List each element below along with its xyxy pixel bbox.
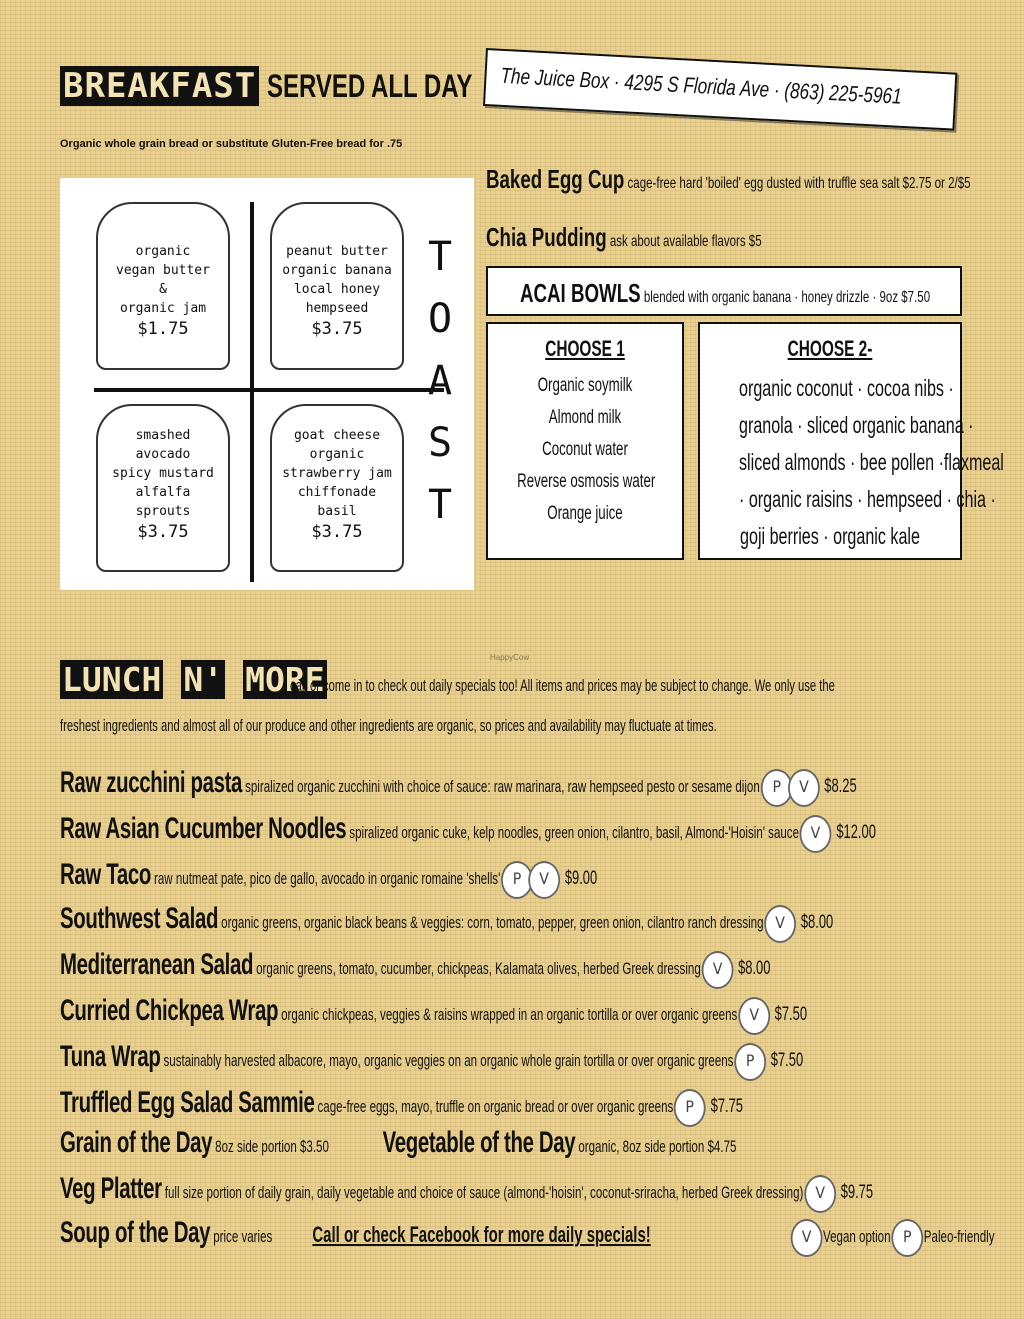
menu-item-name: Southwest Salad [60, 902, 219, 935]
list-item: granola · sliced organic banana · [739, 412, 974, 438]
toast-line: sprouts [135, 504, 191, 519]
toast-card-3 [96, 404, 230, 572]
toast-card-1 [96, 202, 230, 370]
toast-price: $3.75 [311, 319, 363, 339]
menu-row [60, 858, 597, 899]
menu-row [60, 948, 770, 989]
menu-row-sides [60, 1126, 736, 1160]
breakfast-title-boxed: BREAKFAST [60, 66, 259, 106]
item-name: Baked Egg Cup [486, 164, 625, 194]
chia-item [486, 222, 762, 253]
legend-label: Paleo-friendly [923, 1227, 995, 1246]
list-item: · organic raisins · hempseed · chia · [739, 486, 996, 512]
toast-line: strawberry jam [282, 466, 392, 481]
toast-line: organic [135, 244, 191, 259]
breakfast-title-tail: SERVED ALL DAY [267, 68, 473, 104]
item-desc: blended with organic banana · honey drizzle · 9oz $7.50 [643, 289, 931, 306]
menu-item-name: Raw Asian Cucumber Noodles [60, 812, 347, 845]
list-item: goji berries · organic kale [740, 523, 920, 549]
menu-item-price: $8.25 [824, 776, 857, 797]
vegan-icon: V [800, 815, 832, 853]
watermark: HappyCow [490, 653, 530, 662]
list-item: organic coconut · cocoa nibs · [739, 375, 954, 401]
menu-item-price: $8.00 [738, 958, 771, 979]
acai-box [486, 266, 962, 316]
list-item: Orange juice [547, 503, 623, 524]
vegan-icon: V [528, 861, 560, 899]
toast-line: organic [309, 447, 365, 462]
list-item: Almond milk [548, 407, 622, 428]
menu-item-price: $9.00 [564, 868, 598, 889]
menu-item-name: Veg Platter [60, 1172, 162, 1205]
menu-item-desc: organic greens, tomato, cucumber, chickpeas, Kalamata olives, herbed Greek dressing [256, 959, 701, 978]
menu-item-name: Mediterranean Salad [60, 948, 254, 981]
toast-letter: T [427, 234, 453, 280]
paleo-icon: P [674, 1089, 706, 1127]
menu-item-desc: organic greens, organic black beans & veggies: corn, tomato, pepper, green onion, cilantro ranch dressing [221, 913, 764, 932]
item-desc: cage-free hard 'boiled' egg dusted with truffle sea salt $2.75 or 2/$5 [627, 175, 971, 192]
choose-2-box [698, 322, 1004, 560]
list-item: Reverse osmosis water [517, 471, 656, 492]
vegan-icon: V [804, 1175, 836, 1213]
toast-price: $1.75 [137, 319, 189, 339]
menu-item-name: Raw zucchini pasta [60, 766, 243, 799]
grain-name: Grain of the Day [60, 1126, 213, 1159]
legend-label: Vegan option [823, 1227, 891, 1246]
toast-line: alfalfa [135, 485, 191, 500]
menu-item-desc: sustainably harvested albacore, mayo, organic veggies on an organic whole grain tortilla or over organic greens [163, 1051, 734, 1070]
menu-item-price: $9.75 [840, 1182, 874, 1203]
toast-price: $3.75 [137, 522, 189, 542]
list-item: sliced almonds · bee pollen ·flaxmeal [739, 449, 1004, 475]
menu-item-price: $7.50 [774, 1004, 808, 1025]
menu-row-soup [60, 1216, 994, 1257]
vegan-icon: V [788, 769, 820, 807]
menu-item-desc: cage-free eggs, mayo, truffle on organic bread or over organic greens [317, 1097, 674, 1116]
toast-line: goat cheese [293, 428, 381, 443]
choose-2-title: CHOOSE 2- [787, 336, 873, 361]
toast-panel [60, 178, 474, 590]
toast-line: spicy mustard [112, 466, 214, 481]
lunch-word-2: N' [183, 660, 224, 699]
breakfast-title [60, 62, 541, 107]
menu-row [60, 1040, 803, 1081]
toast-letter: O [427, 296, 453, 342]
lunch-word-1: LUNCH [62, 660, 162, 699]
toast-line: & [159, 282, 167, 297]
vegetable-name: Vegetable of the Day [382, 1126, 576, 1159]
menu-row [60, 1086, 743, 1127]
soup-desc: price varies [213, 1227, 273, 1246]
egg-cup-item [486, 164, 971, 195]
toast-line: vegan butter [116, 263, 210, 278]
paleo-icon: P [501, 861, 533, 899]
store-sign [483, 48, 957, 131]
menu-item-name: Raw Taco [60, 858, 151, 891]
toast-line: chiffonade [297, 485, 377, 500]
toast-vertical-title [420, 226, 460, 536]
menu-item-desc: spiralized organic cuke, kelp noodles, green onion, cilantro, basil, Almond-'Hoisin' sauce [349, 823, 800, 842]
item-name: Chia Pudding [486, 222, 607, 252]
grain-desc: 8oz side portion $3.50 [215, 1137, 329, 1156]
toast-line: peanut butter [286, 244, 388, 259]
lunch-word-3: MORE [245, 660, 325, 699]
specials-link[interactable]: Call or check Facebook for more daily specials! [312, 1222, 651, 1247]
toast-line: basil [317, 504, 357, 519]
menu-item-name: Curried Chickpea Wrap [60, 994, 279, 1027]
paleo-icon: P [760, 769, 792, 807]
menu-item-desc: full size portion of daily grain, daily vegetable and choice of sauce (almond-'hoisin', coconut-sriracha, herbed Greek dressing) [164, 1183, 804, 1202]
paleo-icon: P [891, 1219, 923, 1257]
menu-item-name: Truffled Egg Salad Sammie [60, 1086, 315, 1119]
choose-1-title: CHOOSE 1 [545, 336, 625, 361]
toast-line: organic jam [119, 301, 207, 316]
store-info: The Juice Box · 4295 S Florida Ave · (863) 225-5961 [499, 62, 903, 109]
toast-line: avocado [135, 447, 191, 462]
toast-line: organic banana [282, 263, 392, 278]
acai-item [520, 278, 930, 309]
toast-card-4 [270, 404, 404, 572]
menu-item-desc: raw nutmeat pate, pico de gallo, avocado in organic romaine 'shells' [154, 869, 501, 888]
menu-item-desc: organic chickpeas, veggies & raisins wrapped in an organic tortilla or over organic greens [281, 1005, 738, 1024]
breakfast-subtitle: Organic whole grain bread or substitute Gluten-Free bread for .75 [60, 138, 403, 150]
item-desc: ask about available flavors $5 [609, 233, 762, 250]
menu-item-price: $12.00 [836, 822, 876, 843]
choose-1-box [486, 322, 684, 560]
menu-row [60, 812, 876, 853]
vegan-icon: V [738, 997, 770, 1035]
menu-item-price: $7.50 [770, 1050, 804, 1071]
menu-row [60, 766, 857, 807]
item-name: ACAI BOWLS [520, 278, 641, 308]
menu-row [60, 1172, 873, 1213]
menu-item-name: Tuna Wrap [60, 1040, 161, 1073]
menu-row [60, 994, 807, 1035]
vegetable-desc: organic, 8oz side portion $4.75 [578, 1137, 737, 1156]
vegan-icon: V [701, 951, 733, 989]
soup-name: Soup of the Day [60, 1216, 211, 1249]
lunch-intro: freshest ingredients and almost all of our produce and other ingredients are organic, so prices and availability may fluctuate at times. [60, 716, 717, 735]
toast-line: hempseed [305, 301, 369, 316]
vegan-icon: V [791, 1219, 823, 1257]
vegan-icon: V [764, 905, 796, 943]
divider-vertical [250, 202, 254, 582]
menu-item-price: $8.00 [800, 912, 834, 933]
toast-card-2 [270, 202, 404, 370]
lunch-intro: call or come in to check out daily specials too! All items and prices may be subject to change. We only use the [290, 676, 835, 695]
divider-horizontal [94, 388, 444, 392]
list-item: Coconut water [542, 439, 628, 460]
toast-letter: S [427, 420, 453, 466]
toast-line: smashed [135, 428, 191, 443]
toast-letter: T [427, 482, 453, 528]
toast-line: local honey [293, 282, 381, 297]
paleo-icon: P [734, 1043, 766, 1081]
menu-item-price: $7.75 [710, 1096, 743, 1117]
menu-row [60, 902, 833, 943]
menu-item-desc: spiralized organic zucchini with choice of sauce: raw marinara, raw hempseed pesto or sesame dijon [245, 777, 760, 796]
list-item: Organic soymilk [537, 375, 633, 396]
toast-price: $3.75 [311, 522, 363, 542]
toast-letter: A [427, 358, 453, 404]
